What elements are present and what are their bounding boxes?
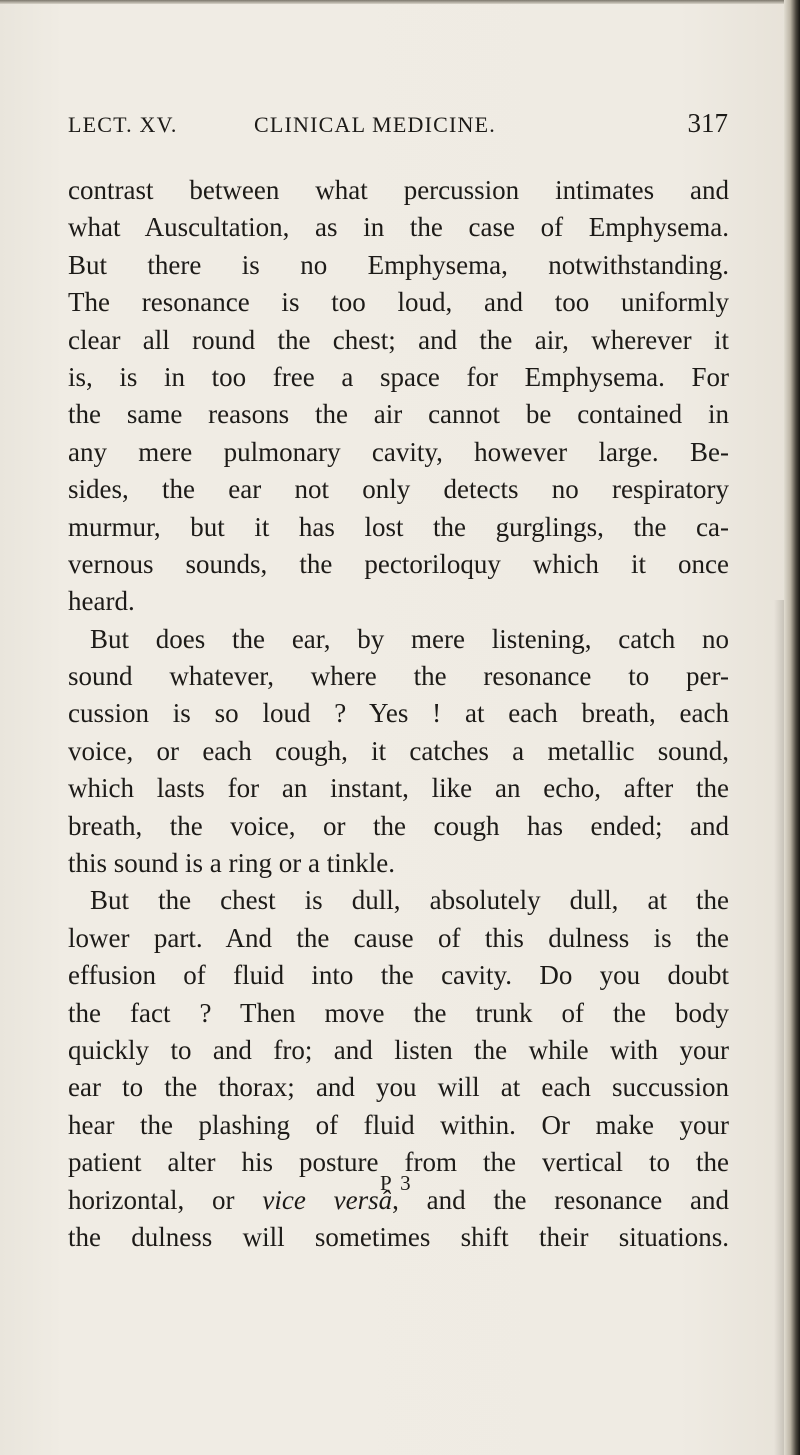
body-text — [68, 172, 729, 1256]
text-line: what Auscultation, as in the case of Emphysema. — [68, 212, 729, 243]
text-line: But does the ear, by mere listening, catch no — [90, 623, 729, 654]
text-line: vernous sounds, the pectoriloquy which it once — [68, 548, 729, 579]
text-line: ear to the thorax; and you will at each succussion — [68, 1072, 729, 1103]
page-top-edge — [0, 0, 800, 4]
text-line: effusion of fluid into the cavity. Do you doubt — [68, 960, 729, 991]
text-line: voice, or each cough, it catches a metallic sound, — [68, 735, 729, 766]
text-line: is, is in too free a space for Emphysema. For — [68, 361, 729, 392]
text-line: contrast between what percussion intimates and — [68, 175, 729, 205]
gutter-shadow — [774, 600, 784, 1455]
text-line: cussion is so loud ? Yes ! at each breath, each — [68, 698, 729, 729]
text-line: horizontal, or vice versâ, and the resonance and — [68, 1184, 730, 1215]
text-line: heard. — [68, 586, 135, 617]
text-line: any mere pulmonary cavity, however large. Be- — [68, 436, 729, 467]
text-line: patient alter his posture from the vertical to the — [68, 1147, 729, 1178]
text-line: sound whatever, where the resonance to per- — [68, 661, 729, 692]
running-head — [68, 108, 728, 148]
text-line: breath, the voice, or the cough has ended; and — [68, 810, 729, 841]
text-line: But there is no Emphysema, notwithstanding. — [68, 249, 729, 280]
text-line: hear the plashing of fluid within. Or make your — [68, 1109, 729, 1140]
italic-phrase: vice versâ — [262, 1184, 393, 1215]
text-line: The resonance is too loud, and too uniformly — [68, 287, 729, 318]
text-line: sides, the ear not only detects no respiratory — [68, 474, 729, 505]
text-line: the dulness will sometimes shift their situations. — [68, 1221, 729, 1252]
binding-edge — [784, 0, 800, 1455]
text-line: But the chest is dull, absolutely dull, at the — [90, 885, 729, 916]
lecture-label: LECT. XV. — [68, 112, 178, 137]
running-title: CLINICAL MEDICINE. — [254, 112, 496, 137]
text-line: murmur, but it has lost the gurglings, the ca- — [68, 511, 729, 542]
text-line: quickly to and fro; and listen the while with your — [68, 1034, 729, 1065]
text-line: this sound is a ring or a tinkle. — [68, 848, 395, 879]
signature-mark: P 3 — [380, 1171, 413, 1195]
text-line: the fact ? Then move the trunk of the body — [68, 997, 729, 1028]
page-number: 317 — [687, 108, 728, 138]
text-line: clear all round the chest; and the air, wherever it — [68, 324, 729, 355]
text-line: which lasts for an instant, like an echo, after the — [68, 773, 729, 804]
text-line: the same reasons the air cannot be contained in — [68, 399, 729, 430]
text-line: lower part. And the cause of this dulness is the — [68, 922, 729, 953]
